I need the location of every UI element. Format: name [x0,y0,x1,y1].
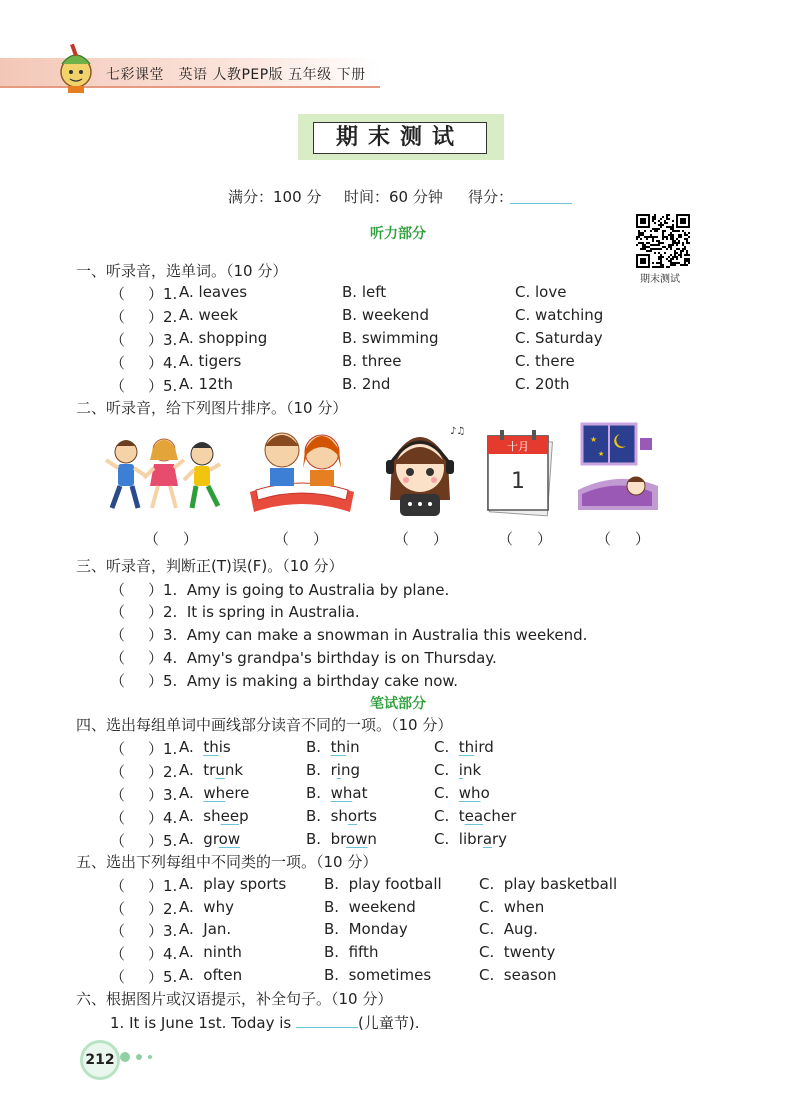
listening-section-label: 听力部分 [370,226,426,242]
question-number: ）5. [148,968,178,986]
option-c: C. watching [515,306,604,324]
svg-text:★: ★ [590,435,598,444]
option-a: A. why [179,898,234,916]
qr-code-icon [636,214,690,268]
option-rest: is [218,738,231,756]
qr-caption: 期末测试 [640,274,680,285]
underlined-letters: ee [220,807,240,825]
time-label: 时间：60 分钟 [344,188,443,206]
option-c [434,807,516,825]
underlined-letters: th [330,738,346,756]
option-prefix: B. br [306,830,346,848]
option-c: C. Saturday [515,329,603,347]
girl-listening-picture [368,420,472,520]
calendar-day: 1 [511,469,525,494]
page-number: 212 [80,1040,120,1080]
question-number: ）2. [148,308,178,326]
option-c: C. season [479,966,557,984]
section-5-title: 五、选出下列每组中不同类的一项。（10 分） [76,853,378,871]
option-rest: nk [224,761,244,779]
option-c: C. Aug. [479,920,538,938]
statement: ）3. Amy can make a snowman in Australia this weekend. [148,626,588,644]
option-rest: ng [340,761,360,779]
question-number: ）2. [148,900,178,918]
answer-paren[interactable]: （ [110,377,126,395]
option-c: C. twenty [479,943,556,961]
picture-answer-paren[interactable]: （ ） [498,530,552,548]
header-text: 七彩课堂 英语 人教PEP版 五年级 下册 [106,67,366,83]
answer-paren[interactable]: （ [110,740,126,758]
option-prefix: A. sh [179,807,221,825]
question-number: ）4. [148,354,178,372]
underlined-letters: i [458,761,463,779]
answer-paren[interactable]: （ [110,672,126,690]
underlined-letters: wh [203,784,226,802]
picture-answer-paren[interactable]: （ ） [274,530,328,548]
answer-paren[interactable]: （ [110,626,126,644]
score-label: 得分： [468,188,514,206]
underlined-letters: a [482,830,493,848]
option-rest: ere [225,784,250,802]
answer-paren[interactable]: （ [110,809,126,827]
option-prefix: A. gr [179,830,219,848]
option-rest: ry [492,830,508,848]
question-number: ）1. [148,877,178,895]
section-2-title: 二、听录音，给下列图片排序。（10 分） [76,399,348,417]
picture-answer-paren[interactable]: （ ） [144,530,198,548]
option-prefix: B. r [306,761,337,779]
option-prefix: B. sh [306,807,348,825]
option-prefix: A. tr [179,761,216,779]
option-prefix: C. t [434,807,465,825]
statement: ）1. Amy is going to Australia by plane. [148,581,450,599]
option-a [179,738,231,756]
underlined-letters: ea [464,807,484,825]
q1-suffix: (儿童节). [358,1014,420,1032]
svg-text:★: ★ [598,450,605,458]
underlined-letters: wh [330,784,353,802]
question-number: ）4. [148,809,178,827]
option-a [179,830,240,848]
answer-paren[interactable]: （ [110,581,126,599]
option-rest: o [480,784,490,802]
underlined-letters: th [203,738,219,756]
section-4-title: 四、选出每组单词中画线部分读音不同的一项。（10 分） [76,716,453,734]
option-a: A. Jan. [179,920,232,938]
option-b: B. three [342,352,402,370]
girl-sleeping-picture [578,420,658,520]
decor-dot [120,1052,130,1062]
option-rest: p [239,807,249,825]
question-number: ）4. [148,945,178,963]
answer-paren[interactable]: （ [110,968,126,986]
answer-paren[interactable]: （ [110,354,126,372]
underlined-letters: ow [218,830,241,848]
underlined-letters: ow [345,830,368,848]
option-a: A. 12th [179,375,234,393]
picture-answer-paren[interactable]: （ ） [596,530,650,548]
option-rest: cher [483,807,517,825]
option-a: A. often [179,966,243,984]
decor-dot [148,1055,152,1059]
option-a: A. tigers [179,352,242,370]
option-a: A. leaves [179,283,248,301]
option-b [306,807,377,825]
answer-paren[interactable]: （ [110,603,126,621]
calendar-month: 十月 [507,440,529,453]
option-c: C. love [515,283,567,301]
option-prefix: C. [434,761,459,779]
option-a: A. ninth [179,943,242,961]
page-title: 期末测试 [313,122,487,154]
option-c [434,761,481,779]
underlined-letters: wh [458,784,481,802]
question-number: ）5. [148,377,178,395]
underlined-letters: o [347,807,358,825]
full-score-label: 满分：100 分 [228,188,322,206]
question-number: ）3. [148,331,178,349]
option-b: B. 2nd [342,375,391,393]
option-b: B. left [342,283,387,301]
option-rest: in [346,738,360,756]
option-rest: at [352,784,368,802]
option-c: C. there [515,352,575,370]
option-rest: n [367,830,377,848]
option-prefix: C. libr [434,830,483,848]
option-prefix: B. [306,784,331,802]
option-b: B. Monday [324,920,408,938]
option-b: B. swimming [342,329,439,347]
underlined-letters: u [215,761,225,779]
mascot-icon [50,42,102,94]
answer-paren[interactable]: （ [110,832,126,850]
option-prefix: C. [434,738,459,756]
picture-answer-paren[interactable]: （ ） [394,530,448,548]
question-number: ）3. [148,786,178,804]
option-c [434,830,507,848]
answer-paren[interactable]: （ [110,922,126,940]
question-number: ）3. [148,922,178,940]
option-b: B. fifth [324,943,379,961]
option-c: C. play basketball [479,875,618,893]
writing-section-label: 笔试部分 [370,696,426,712]
option-b [306,830,377,848]
option-prefix: B. [306,738,331,756]
option-c [434,738,494,756]
option-a: A. week [179,306,238,324]
option-c [434,784,490,802]
statement: ）5. Amy is making a birthday cake now. [148,672,459,690]
answer-paren[interactable]: （ [110,331,126,349]
option-a: A. shopping [179,329,268,347]
answer-paren[interactable]: （ [110,649,126,667]
statement: ）2. It is spring in Australia. [148,603,360,621]
kids-reading-picture [246,420,358,520]
option-rest: nk [462,761,482,779]
option-b [306,784,367,802]
section-6-title: 六、根据图片或汉语提示，补全句子。（10 分） [76,990,393,1008]
option-a: A. play sports [179,875,287,893]
option-a [179,784,249,802]
option-prefix: A. [179,784,204,802]
kids-running-picture [104,420,224,520]
answer-paren[interactable]: （ [110,877,126,895]
option-b [306,761,360,779]
underlined-letters: th [458,738,475,756]
decor-dot [136,1054,142,1060]
section-3-title: 三、听录音，判断正(T)误(F)。（10 分） [76,557,344,575]
score-blank[interactable] [510,203,572,204]
option-c: C. 20th [515,375,570,393]
option-a [179,761,243,779]
answer-paren[interactable]: （ [110,900,126,918]
section-6-question-1 [110,1012,420,1033]
option-rest: rts [357,807,377,825]
answer-paren[interactable]: （ [110,786,126,804]
calendar-picture [482,420,554,520]
option-prefix: A. [179,738,204,756]
question-number: ）1. [148,285,178,303]
option-b [306,738,360,756]
answer-paren[interactable]: （ [110,308,126,326]
option-b: B. play football [324,875,442,893]
underlined-letters: i [336,761,341,779]
option-prefix: C. [434,784,459,802]
option-c: C. when [479,898,545,916]
question-number: ）5. [148,832,178,850]
section-1-title: 一、听录音，选单词。（10 分） [76,262,288,280]
option-rest: ird [474,738,494,756]
option-b: B. weekend [342,306,429,324]
svg-text:♪♫: ♪♫ [450,426,466,437]
answer-paren[interactable]: （ [110,285,126,303]
statement: ）4. Amy's grandpa's birthday is on Thursday. [148,649,497,667]
option-b: B. sometimes [324,966,432,984]
answer-paren[interactable]: （ [110,945,126,963]
option-b: B. weekend [324,898,416,916]
q1-prefix: 1. It is June 1st. Today is [110,1014,297,1032]
answer-blank[interactable] [296,1027,358,1028]
question-number: ）1. [148,740,178,758]
option-a [179,807,249,825]
answer-paren[interactable]: （ [110,763,126,781]
question-number: ）2. [148,763,178,781]
